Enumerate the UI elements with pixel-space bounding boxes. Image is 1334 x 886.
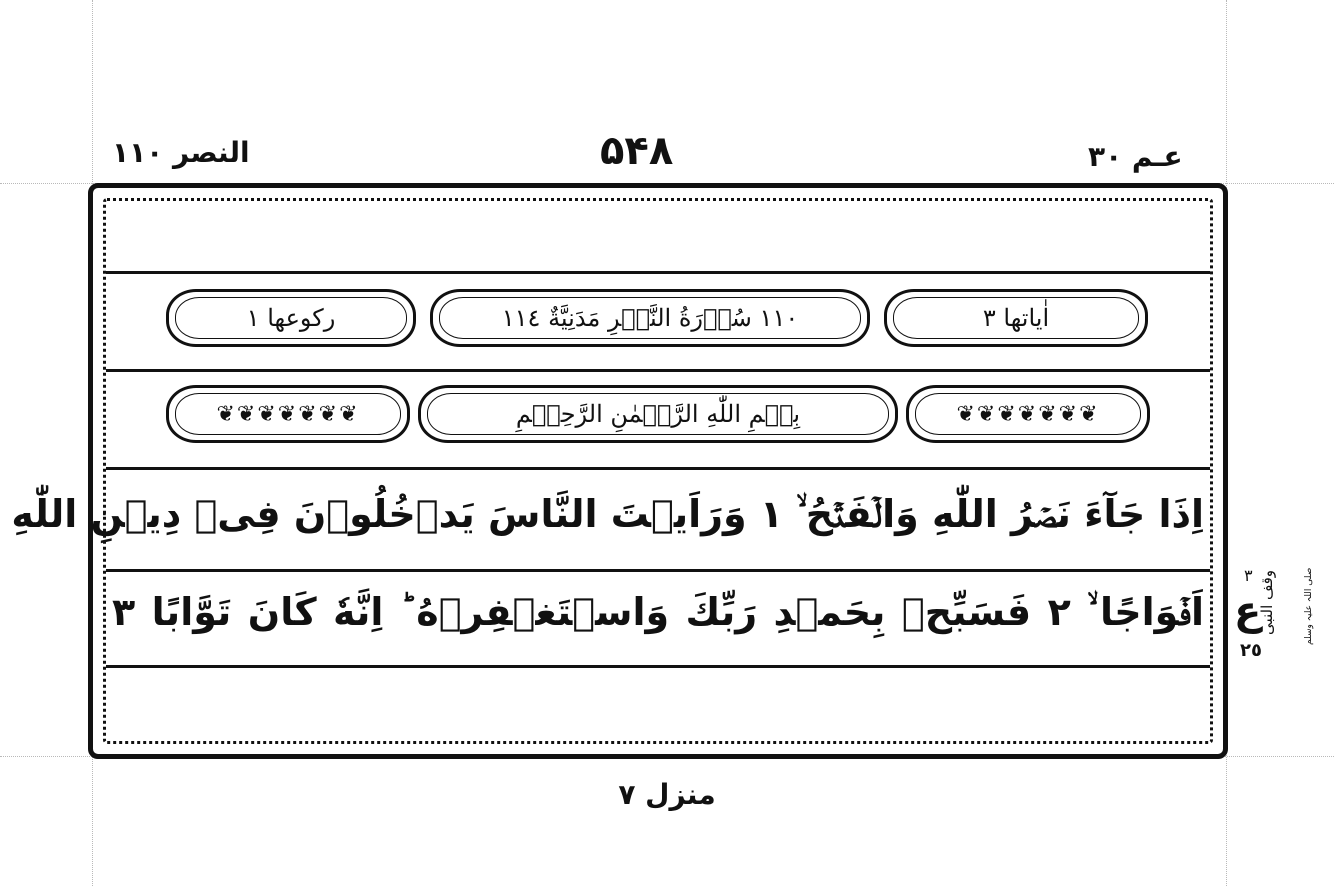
rule-1 xyxy=(106,271,1210,274)
juz-reference: عـم ٣٠ xyxy=(1088,140,1183,173)
floral-ornament-icon: ❦❦❦❦❦❦❦ xyxy=(956,401,1100,427)
ayat-count: اٰياتها ٣ xyxy=(982,304,1050,332)
ruku-number: ٣ xyxy=(1244,566,1253,585)
rukus-count: رکوعھا ١ xyxy=(246,304,336,332)
ayat-cartouche xyxy=(884,289,1148,347)
ornament-cartouche-left xyxy=(166,385,410,443)
waqf-sub: صلی اللہ علیہ وسلم xyxy=(1304,568,1314,646)
rukus-cartouche xyxy=(166,289,416,347)
verse-line-2: اَفۡوَاجًا ۙ ٢ فَسَبِّحۡ بِحَمۡدِ رَبِّكَ وَاسۡتَغۡفِرۡهُ ؕ اِنَّهٗ كَانَ تَوَّابًا ٣ xyxy=(112,590,1204,634)
surah-name: ١١٠ سُوۡرَةُ النَّصۡرِ مَدَنِيَّةٌ ١١٤ xyxy=(501,304,799,332)
ruku-marker: ع xyxy=(1234,588,1262,634)
page-frame xyxy=(11,183,1228,759)
ornament-cartouche-right xyxy=(906,385,1150,443)
surah-reference: النصر ١١٠ xyxy=(112,136,250,169)
rule-5 xyxy=(106,665,1210,668)
ruku-count: ٢٥ xyxy=(1240,640,1262,661)
waqf-label: وقف النبی xyxy=(1258,570,1276,636)
bismillah-cartouche xyxy=(418,385,898,443)
verse-line-1: اِذَا جَآءَ نَصۡرُ اللّٰهِ وَالۡفَتۡحُ ۙ ١ وَرَاَيۡتَ النَّاسَ يَدۡخُلُوۡنَ فِىۡ دِيۡنِ اللّٰهِ xyxy=(11,492,1204,536)
surah-name-cartouche xyxy=(430,289,870,347)
page-number: ۵۴۸ xyxy=(600,128,674,174)
manzil-label: منزل ٧ xyxy=(618,778,716,811)
rule-2 xyxy=(106,369,1210,372)
floral-ornament-icon: ❦❦❦❦❦❦❦ xyxy=(216,401,360,427)
rule-3 xyxy=(106,467,1210,470)
dotted-inner-border xyxy=(11,198,1213,744)
rule-4 xyxy=(106,569,1210,572)
bismillah-text: بِسۡمِ اللّٰهِ الرَّحۡمٰنِ الرَّحِيۡمِ xyxy=(515,400,801,428)
